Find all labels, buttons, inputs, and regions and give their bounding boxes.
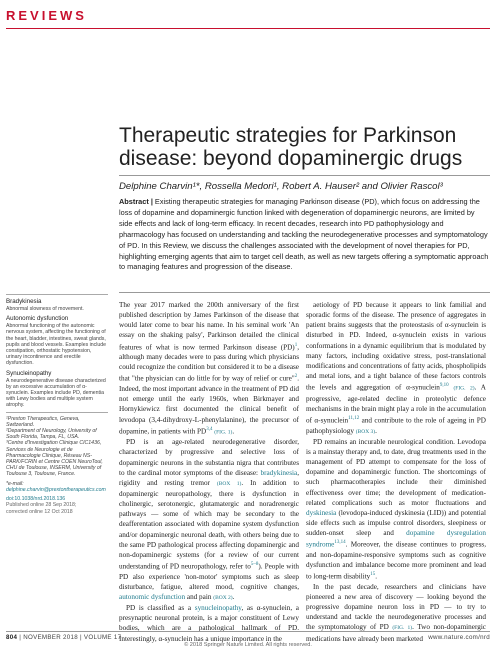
body-text: (levodopa-induced dyskinesia (LID)) and potential side effects such as impulse control disorders, sleepiness or sudden-onset sleep and: [306, 508, 486, 538]
glossary-top-rule: [6, 294, 108, 295]
glossary-term: Bradykinesia: [6, 298, 42, 305]
journal-website-link[interactable]: www.nature.com/nrd: [428, 634, 490, 641]
glossary-term-link[interactable]: dyskinesia: [306, 508, 337, 517]
glossary-term-link[interactable]: bradykinesia: [260, 468, 298, 477]
affiliation-rule: [6, 412, 108, 413]
body-column-left: [119, 300, 299, 644]
body-text: PD is an age-related neurodegenerative disorder, characterized by progressive and selective loss of dopaminergic neurons in the substantia nigra that contributes to the cardinal motor symptoms of the disease:: [119, 438, 299, 477]
glossary-term-link[interactable]: synucleinopathy: [194, 604, 242, 613]
published-date: Published online 28 Sep 2018;: [6, 502, 77, 509]
body-text: . A progressive, age-related decline in proteolytic defence mechanisms in the brain might play a role in the accumulation of α-synuclein: [306, 383, 486, 425]
body-paragraph: [306, 300, 486, 437]
body-text: aetiology of PD because it appears to link familial and sporadic forms of the disease. The presence of aggregates in patient brains suggests that the proteostasis of α-synuclein is disturbed in PD. Indeed, α-synuclein exists in various conformations in a dynamic equilibrium that is modulated by many factors, including oxidative stress, post-translational modifications and concentrations of fatty acids, phospholipids and metal ions, and a tight balance of these factors controls the levels and aggregation of α-synuclein: [306, 301, 486, 392]
body-paragraph: [119, 300, 299, 437]
author-list: Delphine Charvin¹*, Rossella Medori¹, Robert A. Hauser² and Olivier Rascol³: [119, 181, 443, 192]
figure-box-ref[interactable]: (FIG. 1): [214, 429, 233, 436]
citation-ref[interactable]: 2: [294, 374, 298, 380]
glossary-definition: A neurodegenerative disease characterized by an excessive accumulation of α-synuclein. Examples include PD, dementia with Lewy bodies and multiple system atrophy.: [6, 377, 106, 409]
abstract-text: Existing therapeutic strategies for managing Parkinson disease (PD), which focus on addressing the loss of dopamine and dopaminergic function linked with degeneration of dopaminergic neurons, are limited by side effects and lack of long-term efficacy. In recent decades, research into PD pathophysiology and pharmacology has focused on understanding and tackling the neurodegenerative processes and symptomatology of PD. In this Review, we discuss the challenges associated with the development of novel therapies for PD, highlighting emerging agents that aim to target cell death, as well as new targets offering a symptomatic approach to managing features and progression of the disease.: [119, 197, 489, 272]
glossary-term: Synucleinopathy: [6, 369, 52, 377]
article-title: Therapeutic strategies for Parkinson disease: beyond dopaminergic drugs: [119, 124, 463, 170]
body-text: . Indeed, the most important advance in the treatment of PD did not emerge until the early 1960s, when Birkmayer and Hornykiewicz first documented the clinical benefit of levodopa (3,4-dihydroxy-L-phenylalanine), the precursor of dopamine, in patients with PD: [119, 374, 299, 436]
body-paragraph: [119, 437, 299, 603]
abstract: [119, 197, 489, 273]
figure-box-ref[interactable]: (FIG. 2): [453, 385, 475, 392]
glossary-entry: [6, 370, 108, 409]
body-text: ). People with PD also experience 'non-motor' symptoms such as sleep disturbance, fatigue, altered mood, cognitive changes,: [119, 562, 299, 591]
citation-ref[interactable]: 3,4: [206, 426, 213, 432]
glossary-term: Autonomic dysfunction: [6, 315, 69, 323]
affiliation: ¹Prexton Therapeutics, Geneva, Switzerland.: [6, 415, 80, 428]
section-label: REVIEWS: [6, 8, 87, 23]
body-text: and contribute to the role of ageing in PD pathophysiology: [306, 416, 486, 435]
body-text: . In addition to dopaminergic neuropathology, there is dysfunction in cholinergic, serotonergic, glutamatergic and noradrenergic pathways — some of which may be secondary to the deafferentation associated with dopamine system dysfunction and/or dopaminergic neuronal death, with others being due to the same PD pathological process affecting dopaminergic and non-dopaminergic systems (for a review of our current understanding of PD neuropathology, refer to: [119, 478, 300, 571]
affiliation: ²Department of Neurology, University of South Florida, Tampa, FL, USA.: [6, 428, 97, 441]
page-number: 804: [6, 634, 18, 641]
glossary-entry: [6, 315, 108, 366]
body-text: The year 2017 marked the 200th anniversary of the first published description by James Parkinson of the disease that would later come to bear his name. In his seminal work 'An essay on the shaking palsy', Parkinson detailed the clinical features of what is now termed Parkinson disease (PD): [119, 301, 299, 352]
body-text: , rigidity and resting tremor: [119, 468, 299, 487]
citation-ref[interactable]: 11,12: [348, 416, 360, 422]
body-text: .: [375, 426, 377, 435]
body-text: In the past decade, researchers and clinicians have pioneered a new area of discovery — looking beyond the progressive dopamine neuron loss in PD — to try to understand and tackle the neurodegenerative processes and the symptomatology of PD: [306, 582, 486, 632]
footer-rule: [6, 631, 490, 632]
affiliation: ³Centre d'Investigation Clinique CIC1436, Services de Neurologie et de Pharmacologie Clinique, Réseau NS-PARK/FCRIN et Centre COEN NeuroToul, CHU de Toulouse, INSERM, University of Toulouse 3, Toulouse, France.: [6, 440, 103, 478]
corrected-date: corrected online 12 Oct 2018: [6, 508, 73, 515]
abstract-rule: [119, 292, 490, 293]
correspondence-email-link[interactable]: delphine.charvin@prextontherapeutics.com: [6, 486, 106, 493]
issue-info: NOVEMBER 2018 | VOLUME 17: [23, 634, 122, 641]
body-column-right: [306, 300, 486, 644]
citation-ref[interactable]: 13,14: [334, 540, 346, 546]
correspondence-label: *e-mail:: [6, 480, 24, 487]
glossary-term-link[interactable]: autonomic dysfunction: [119, 592, 186, 601]
glossary-term-link[interactable]: dopamine dysregulation syndrome: [306, 529, 487, 549]
footer-issue: 804 | NOVEMBER 2018 | VOLUME 17: [6, 634, 122, 641]
margin-glossary: [6, 292, 108, 515]
glossary-entry: [6, 298, 108, 312]
citation-ref[interactable]: 15: [370, 572, 376, 578]
header-rule: [6, 28, 490, 29]
body-text: .: [232, 427, 235, 436]
figure-box-ref[interactable]: (BOX 2): [213, 594, 233, 601]
body-text: and pain: [185, 592, 214, 601]
body-text: PD remains an incurable neurological condition. Levodopa is a mainstay therapy and, to date, drug treatments used in the management of PD attempt to compensate for the loss of dopamine and dopaminergic function. The shortcomings of such pharmacotherapies include their diminished effectiveness over time; the development of medication-related complications such as motor fluctuations and: [306, 437, 486, 507]
figure-box-ref[interactable]: (FIG. 1): [392, 625, 413, 632]
doi-link[interactable]: doi:10.1038/nrd.2018.136: [6, 496, 66, 503]
citation-ref[interactable]: 1: [294, 342, 298, 348]
body-text: , although many decades were to pass during which physicians could recognize the condition but considered it to be a disease that "the physician can do little for by way of relief or cure": [119, 343, 299, 383]
body-paragraph: [306, 437, 486, 582]
abstract-label: Abstract |: [119, 197, 153, 206]
figure-box-ref[interactable]: (BOX 1): [216, 480, 242, 487]
copyright-notice: © 2018 Springer Nature Limited. All rights reserved.: [184, 642, 312, 648]
body-text: . Two non-dopaminergic medications have already been marketed: [306, 623, 487, 643]
body-text: , as α-synuclein, a presynaptic neuronal protein, is a major constituent of Lewy bodies, which are a pathological hallmark of PD. Interestingly, α-synuclein has a unique importance in the: [119, 604, 299, 643]
publication-info: [6, 496, 108, 515]
body-text: .: [375, 572, 378, 581]
body-text: . Moreover, the disease continues to progress, and non-dopamine-responsive symptoms such as cognitive dysfunction and imbalance become more prominent and lead to long-term disability: [306, 540, 486, 581]
glossary-definition: Abnormal functioning of the autonomic nervous system, affecting the functioning of the heart, bladder, intestines, sweat glands, pupils and blood vessels. Examples include constipation, orthostatic hypotension, urinary incontinence and erectile dysfunction.: [6, 323, 107, 367]
body-text: .: [232, 592, 235, 601]
title-rule: [119, 175, 490, 176]
correspondence: [6, 481, 108, 493]
body-paragraph: [119, 603, 299, 644]
body-text: PD is classified as a: [126, 604, 195, 613]
citation-ref[interactable]: 9,10: [439, 383, 449, 389]
citation-ref[interactable]: 5–8: [250, 562, 259, 568]
glossary-definition: Abnormal slowness of movement.: [6, 306, 84, 312]
figure-box-ref[interactable]: (BOX 3): [355, 428, 376, 435]
